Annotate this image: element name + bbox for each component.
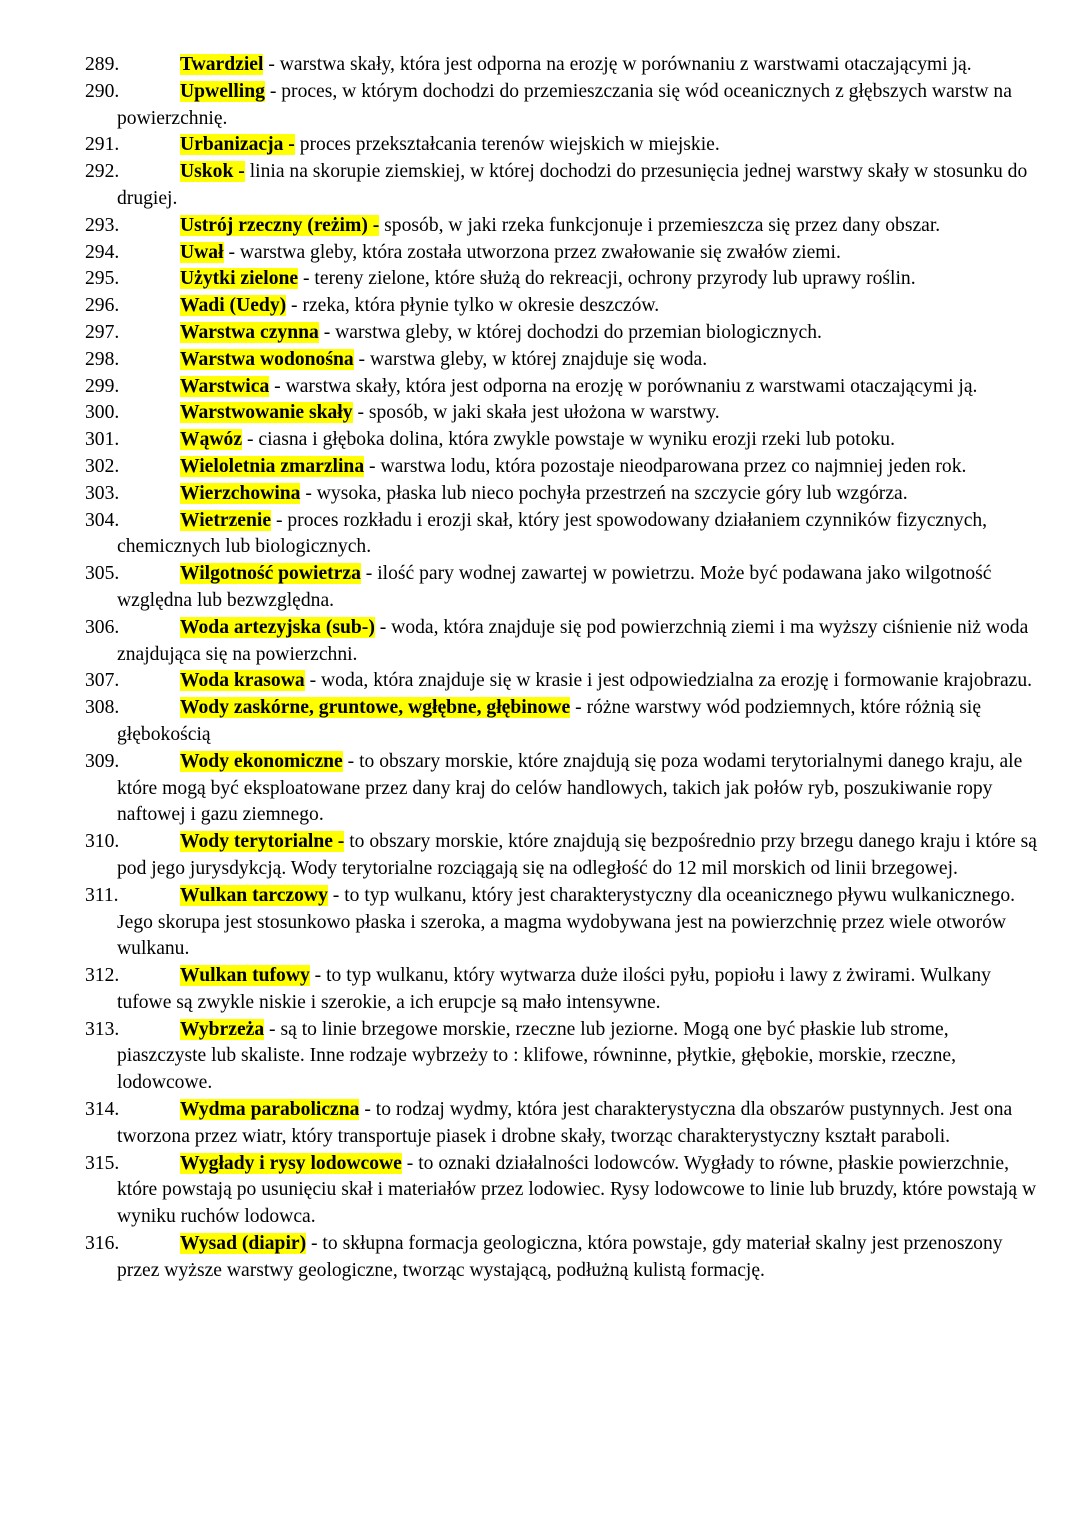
entry-number: 300. xyxy=(85,402,120,424)
entry-number: 290. xyxy=(85,80,120,102)
entry-term: Wąwóz xyxy=(180,429,243,451)
entry-term: Uwał xyxy=(180,241,224,263)
entry-term: Wierzchowina xyxy=(180,482,301,504)
glossary-entry xyxy=(85,374,1040,401)
entry-term: Woda krasowa xyxy=(180,670,305,692)
entry-definition: - proces rozkładu i erozji skał, który jest spowodowany działaniem czynników fizycznych, chemicznych lub biologicznych. xyxy=(117,509,988,558)
entry-definition: - warstwa gleby, która została utworzona przez zwałowanie się zwałów ziemi. xyxy=(223,241,841,263)
glossary-entry xyxy=(85,829,1040,883)
glossary-entry xyxy=(85,132,1040,159)
entry-definition: - rzeka, która płynie tylko w okresie deszczów. xyxy=(286,295,660,317)
glossary-entry xyxy=(85,695,1040,749)
glossary-entry xyxy=(85,213,1040,240)
entry-definition: - sposób, w jaki skała jest ułożona w warstwy. xyxy=(352,402,720,424)
entry-number: 301. xyxy=(85,429,120,451)
entry-definition: - warstwa gleby, w której znajduje się woda. xyxy=(353,348,708,370)
entry-definition: proces przekształcania terenów wiejskich w miejskie. xyxy=(294,134,720,156)
entry-definition: linia na skorupie ziemskiej, w której dochodzi do przesunięcia jednej warstwy skały w stosunku do drugiej. xyxy=(117,161,1028,209)
entry-number: 312. xyxy=(85,965,120,987)
glossary-entry xyxy=(85,293,1040,320)
glossary-entry xyxy=(85,508,1040,562)
entry-term: Wybrzeża xyxy=(180,1018,265,1040)
entry-number: 315. xyxy=(85,1152,120,1174)
entry-number: 307. xyxy=(85,670,120,692)
entry-definition: - woda, która znajduje się w krasie i jest odpowiedzialna za erozję i formowanie krajobrazu. xyxy=(304,670,1033,692)
entry-definition: - to obszary morskie, które znajdują się poza wodami terytorialnymi danego kraju, ale które mogą być eksploatowane przez dany kraj do celów handlowych, takich jak połów ryb, poszukiwanie ropy naftowej i gazu ziemnego. xyxy=(117,750,1023,826)
glossary-entry xyxy=(85,159,1040,213)
glossary-entry xyxy=(85,561,1040,615)
entry-number: 296. xyxy=(85,295,120,317)
glossary-entry xyxy=(85,668,1040,695)
entry-number: 289. xyxy=(85,54,120,75)
glossary-entry xyxy=(85,1231,1040,1285)
entry-number: 295. xyxy=(85,268,120,290)
entry-definition: - warstwa gleby, w której dochodzi do przemian biologicznych. xyxy=(318,321,822,343)
entry-number: 299. xyxy=(85,375,120,397)
entry-number: 303. xyxy=(85,482,120,504)
entry-number: 310. xyxy=(85,831,120,853)
entry-definition: - ciasna i głęboka dolina, która zwykle powstaje w wyniku erozji rzeki lub potoku. xyxy=(242,429,895,451)
entry-number: 314. xyxy=(85,1099,120,1121)
glossary-entry xyxy=(85,240,1040,267)
entry-definition: - to oznaki działalności lodowców. Wygłady to równe, płaskie powierzchnie, które powstają po usunięciu skał i materiałów przez lodowiec. Rysy lodowcowe to linie lub bruzdy, które powstają w wyniku ruchów lodowca. xyxy=(117,1152,1037,1228)
entry-number: 298. xyxy=(85,348,120,370)
entry-term: Ustrój rzeczny (reżim) - xyxy=(180,214,380,236)
glossary-entry xyxy=(85,320,1040,347)
entry-term: Twardziel xyxy=(180,54,264,75)
entry-term: Warstwowanie skały xyxy=(180,402,353,424)
entry-term: Wietrzenie xyxy=(180,509,272,531)
glossary-entry xyxy=(85,427,1040,454)
entry-term: Warstwa wodonośna xyxy=(180,348,354,370)
entry-definition: - wysoka, płaska lub nieco pochyła przestrzeń na szczycie góry lub wzgórza. xyxy=(300,482,908,504)
entry-term: Wilgotność powietrza xyxy=(180,563,361,585)
entry-number: 313. xyxy=(85,1018,120,1040)
entry-number: 308. xyxy=(85,697,120,719)
entry-definition: - to typ wulkanu, który wytwarza duże ilości pyłu, popiołu i lawy z żwirami. Wulkany tufowe są zwykle niskie i szerokie, a ich erupcje są mało intensywne. xyxy=(117,965,991,1013)
glossary-entry xyxy=(85,454,1040,481)
entry-term: Wody ekonomiczne xyxy=(180,750,343,772)
entry-number: 294. xyxy=(85,241,120,263)
entry-term: Użytki zielone xyxy=(180,268,299,290)
entry-definition: - są to linie brzegowe morskie, rzeczne lub jeziorne. Mogą one być płaskie lub strome, piaszczyste lub skaliste. Inne rodzaje wybrzeży to : klifowe, równinne, płytkie, głębokie, morskie, rzeczne, lodowcowe. xyxy=(117,1018,956,1094)
entry-number: 297. xyxy=(85,321,120,343)
entry-term: Wydma paraboliczna xyxy=(180,1099,360,1121)
entry-term: Warstwa czynna xyxy=(180,321,319,343)
entry-definition: - różne warstwy wód podziemnych, które różnią się głębokością xyxy=(117,697,982,745)
entry-definition: sposób, w jaki rzeka funkcjonuje i przemieszcza się przez dany obszar. xyxy=(379,214,941,236)
entry-definition: - tereny zielone, które służą do rekreacji, ochrony przyrody lub uprawy roślin. xyxy=(298,268,916,290)
entry-number: 305. xyxy=(85,563,120,585)
glossary-entry xyxy=(85,79,1040,133)
glossary-entry xyxy=(85,963,1040,1017)
entry-definition: - warstwa lodu, która pozostaje nieodparowana przez co najmniej jeden rok. xyxy=(364,455,967,477)
entry-definition: - to skłupna formacja geologiczna, która powstaje, gdy materiał skalny jest przenoszony przez wyższe warstwy geologiczne, tworząc wystającą, podłużną kulistą formację. xyxy=(117,1233,1003,1281)
glossary-entry xyxy=(85,481,1040,508)
entry-term: Wody zaskórne, gruntowe, wgłębne, głębinowe xyxy=(180,697,571,719)
entry-definition: - ilość pary wodnej zawartej w powietrzu. Może być podawana jako wilgotność względna lub bezwzględna. xyxy=(117,563,992,611)
entry-definition: - proces, w którym dochodzi do przemieszczania się wód oceanicznych z głębszych warstw na powierzchnię. xyxy=(117,80,1012,129)
glossary-entry xyxy=(85,1151,1040,1231)
entry-definition: - to typ wulkanu, który jest charakterystyczny dla oceanicznego pływu wulkanicznego. Jego skorupa jest stosunkowo płaska i szeroka, a magma wydobywana jest na powierzchnię przez wiele otworów wulkanu. xyxy=(117,884,1016,960)
entry-definition: - woda, która znajduje się pod powierzchnią ziemi i ma wyższy ciśnienie niż woda znajdująca się na powierzchni. xyxy=(117,616,1029,665)
glossary-entry xyxy=(85,883,1040,963)
glossary-entry xyxy=(85,615,1040,669)
glossary-entry xyxy=(85,1017,1040,1097)
entry-number: 306. xyxy=(85,616,120,638)
entry-definition: - to rodzaj wydmy, która jest charakterystyczna dla obszarów pustynnych. Jest ona tworzona przez wiatr, który transportuje piasek i drobne skały, tworząc charakterystyczny kształt paraboli. xyxy=(117,1099,1013,1147)
entry-term: Wadi (Uedy) xyxy=(180,295,287,317)
entry-number: 293. xyxy=(85,214,120,236)
entry-term: Wieloletnia zmarzlina xyxy=(180,455,365,477)
entry-number: 316. xyxy=(85,1233,120,1255)
entry-term: Wysad (diapir) xyxy=(180,1233,307,1255)
entry-term: Wygłady i rysy lodowcowe xyxy=(180,1152,402,1174)
entry-definition: - warstwa skały, która jest odporna na erozję w porównaniu z warstwami otaczającymi ją. xyxy=(269,375,978,397)
entry-number: 291. xyxy=(85,134,120,156)
entry-definition: - warstwa skały, która jest odporna na erozję w porównaniu z warstwami otaczającymi ją. xyxy=(263,54,972,75)
entry-term: Woda artezyjska (sub-) xyxy=(180,616,375,638)
glossary-entry xyxy=(85,52,1040,79)
entry-term: Wody terytorialne - xyxy=(180,831,345,853)
entry-term: Upwelling xyxy=(180,80,265,102)
entry-number: 304. xyxy=(85,509,120,531)
entry-number: 309. xyxy=(85,750,120,772)
glossary-entry xyxy=(85,749,1040,829)
glossary-entry xyxy=(85,400,1040,427)
entry-term: Uskok - xyxy=(180,161,245,183)
entry-term: Wulkan tufowy xyxy=(180,965,310,987)
entry-term: Wulkan tarczowy xyxy=(180,884,328,906)
glossary-entry xyxy=(85,266,1040,293)
entry-term: Urbanizacja - xyxy=(180,134,295,156)
glossary-entry xyxy=(85,347,1040,374)
glossary-entry xyxy=(85,1097,1040,1151)
entry-number: 292. xyxy=(85,161,120,183)
entry-number: 302. xyxy=(85,455,120,477)
entry-number: 311. xyxy=(85,884,119,906)
entry-term: Warstwica xyxy=(180,375,270,397)
entry-definition: to obszary morskie, które znajdują się bezpośrednio przy brzegu danego kraju i które są pod jego jurysdykcją. Wody terytorialne rozciągają się na odległość do 12 mil morskich od linii brzegowej. xyxy=(117,831,1037,879)
